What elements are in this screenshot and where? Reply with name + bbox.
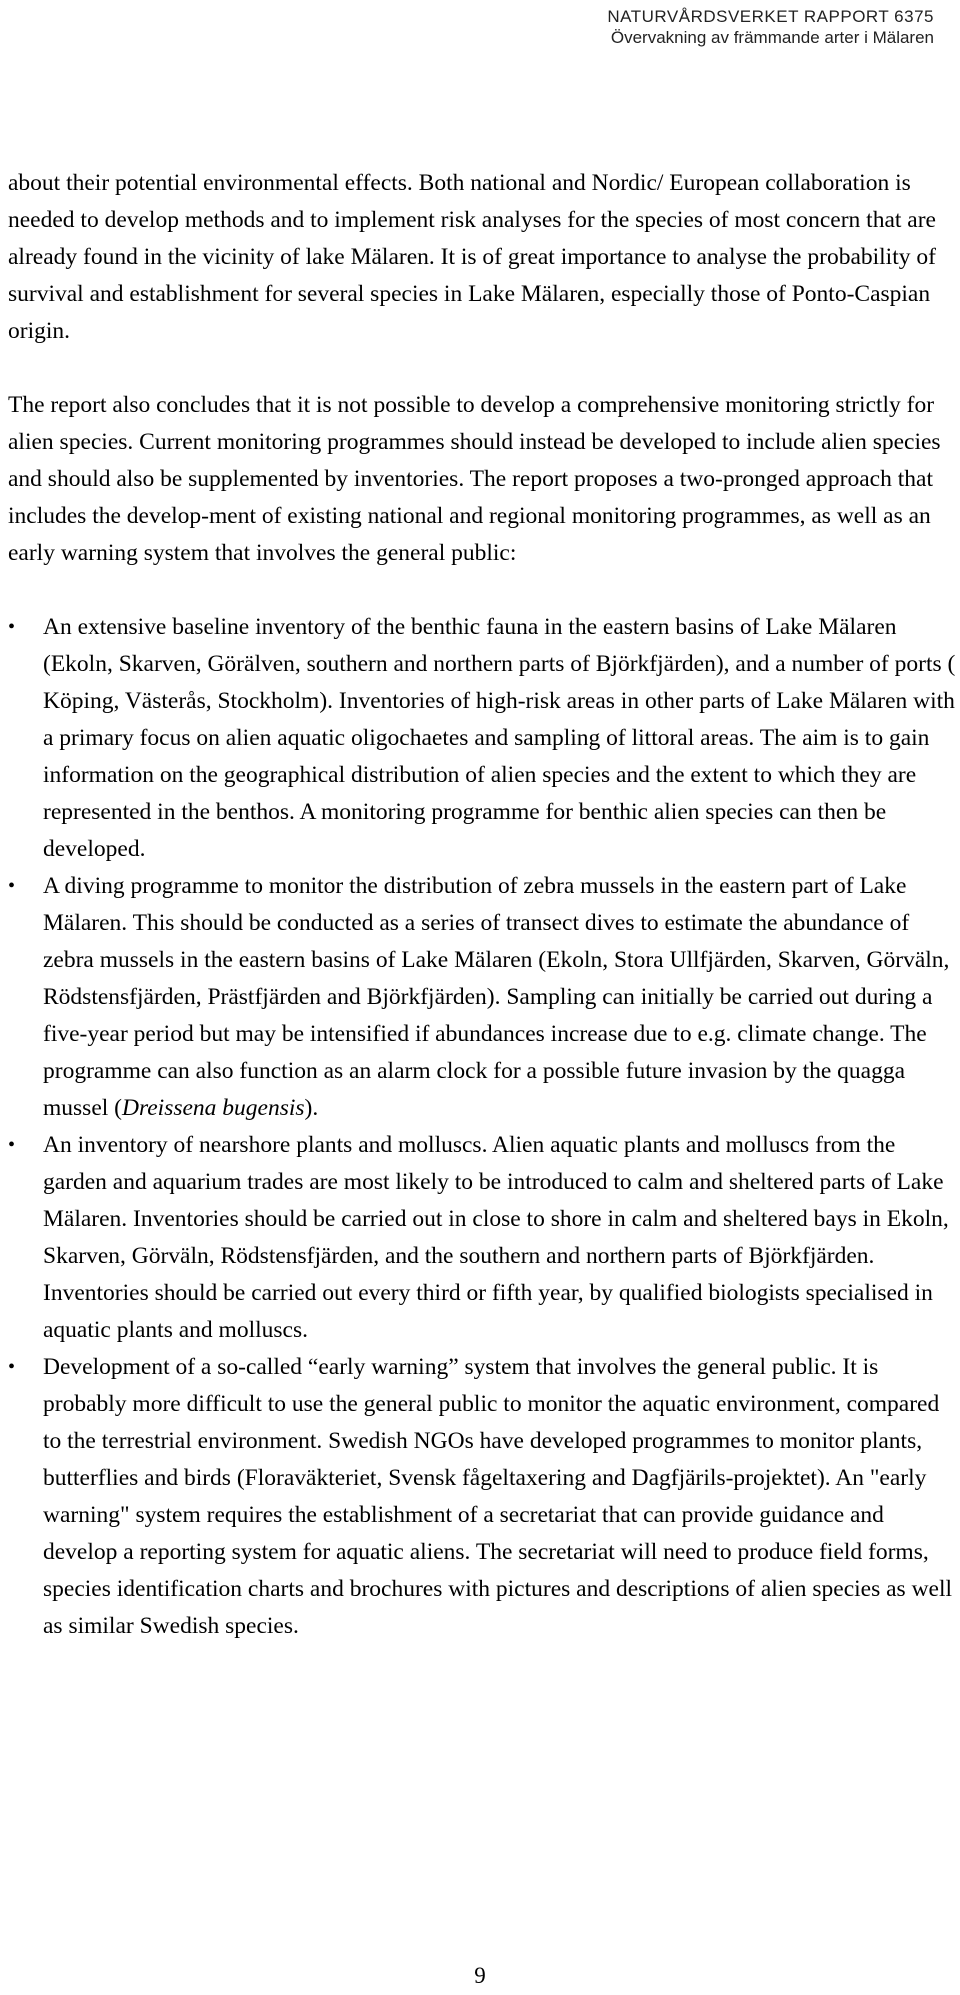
list-item (8, 1127, 960, 1349)
bullet-icon: • (8, 875, 16, 897)
list-item (8, 868, 960, 1127)
list-item-text: An extensive baseline inventory of the benthic fauna in the eastern basins of Lake Mälaren (Ekoln, Skarven, Görälven, southern and northern parts of Björkfjärden), and a number of ports ( Köping, Västerås, Stockholm). Inventories of high-risk areas in other parts of Lake Mälaren with a primary focus on alien aquatic oligochaetes and sampling of littoral areas. The aim is to gain information on the geographical distribution of alien species and the extent to which they are represented in the benthos. A monitoring programme for benthic alien species can then be developed. (43, 614, 956, 862)
report-title: Övervakning av främmande arter i Mälaren (610, 28, 934, 47)
list-item-text: Development of a so-called “early warning” system that involves the general public. It is probably more difficult to use the general public to monitor the aquatic environment, compared to the terrestrial environment. Swedish NGOs have developed programmes to monitor plants, butterflies and birds (Floraväkteriet, Svensk fågeltaxering and Dagfjärils-projektet). An "early warning" system requires the establishment of a secretariat that can provide guidance and develop a reporting system for aquatic aliens. The secretariat will need to produce field forms, species identification charts and brochures with pictures and descriptions of alien species as well as similar Swedish species. (43, 1354, 953, 1639)
page-number: 9 (474, 1963, 486, 1988)
bullet-icon: • (8, 1356, 16, 1378)
list-item-text: An inventory of nearshore plants and molluscs. Alien aquatic plants and molluscs from the garden and aquarium trades are most likely to be introduced to calm and sheltered parts of Lake Mälaren. Inventories should be carried out in close to shore in calm and sheltered bays in Ekoln, Skarven, Görväln, Rödstensfjärden, and the southern and northern parts of Björkfjärden. Inventories should be carried out every third or fifth year, by qualified biologists specialised in aquatic plants and molluscs. (43, 1132, 949, 1343)
list-item (8, 1349, 960, 1645)
list-item (8, 609, 960, 868)
body-paragraph: The report also concludes that it is not possible to develop a comprehensive monitoring strictly for alien species. Current monitoring programmes should instead be developed to include alien species and should also be supplemented by inventories. The report proposes a two-pronged approach that includes the develop-ment of existing national and regional monitoring programmes, as well as an early warning system that involves the general public: (8, 392, 941, 566)
recommendation-list (8, 609, 960, 1645)
body-paragraph: about their potential environmental effects. Both national and Nordic/ European collaboration is needed to develop methods and to implement risk analyses for the species of most concern that are already found in the vicinity of lake Mälaren. It is of great importance to analyse the probability of survival and establishment for several species in Lake Mälaren, especially those of Ponto-Caspian origin. (8, 170, 936, 344)
species-name: Dreissena bugensis (121, 1095, 305, 1121)
running-header (607, 6, 934, 48)
bullet-icon: • (8, 616, 16, 638)
list-item-text: A diving programme to monitor the distribution of zebra mussels in the eastern part of Lake Mälaren. This should be conducted as a series of transect dives to estimate the abundance of zebra mussels in the eastern basins of Lake Mälaren (Ekoln, Stora Ullfjärden, Skarven, Görväln, Rödstensfjärden, Prästfjärden and Björkfjärden). Sampling can initially be carried out during a five-year period but may be intensified if abundances increase due to e.g. climate change. The programme can also function as an alarm clock for a possible future invasion by the quagga mussel ( (43, 873, 950, 1121)
bullet-icon: • (8, 1134, 16, 1156)
page-body (8, 165, 960, 1645)
report-series-title: NATURVÅRDSVERKET RAPPORT 6375 (607, 7, 934, 26)
list-item-text-end: ). (304, 1095, 319, 1121)
